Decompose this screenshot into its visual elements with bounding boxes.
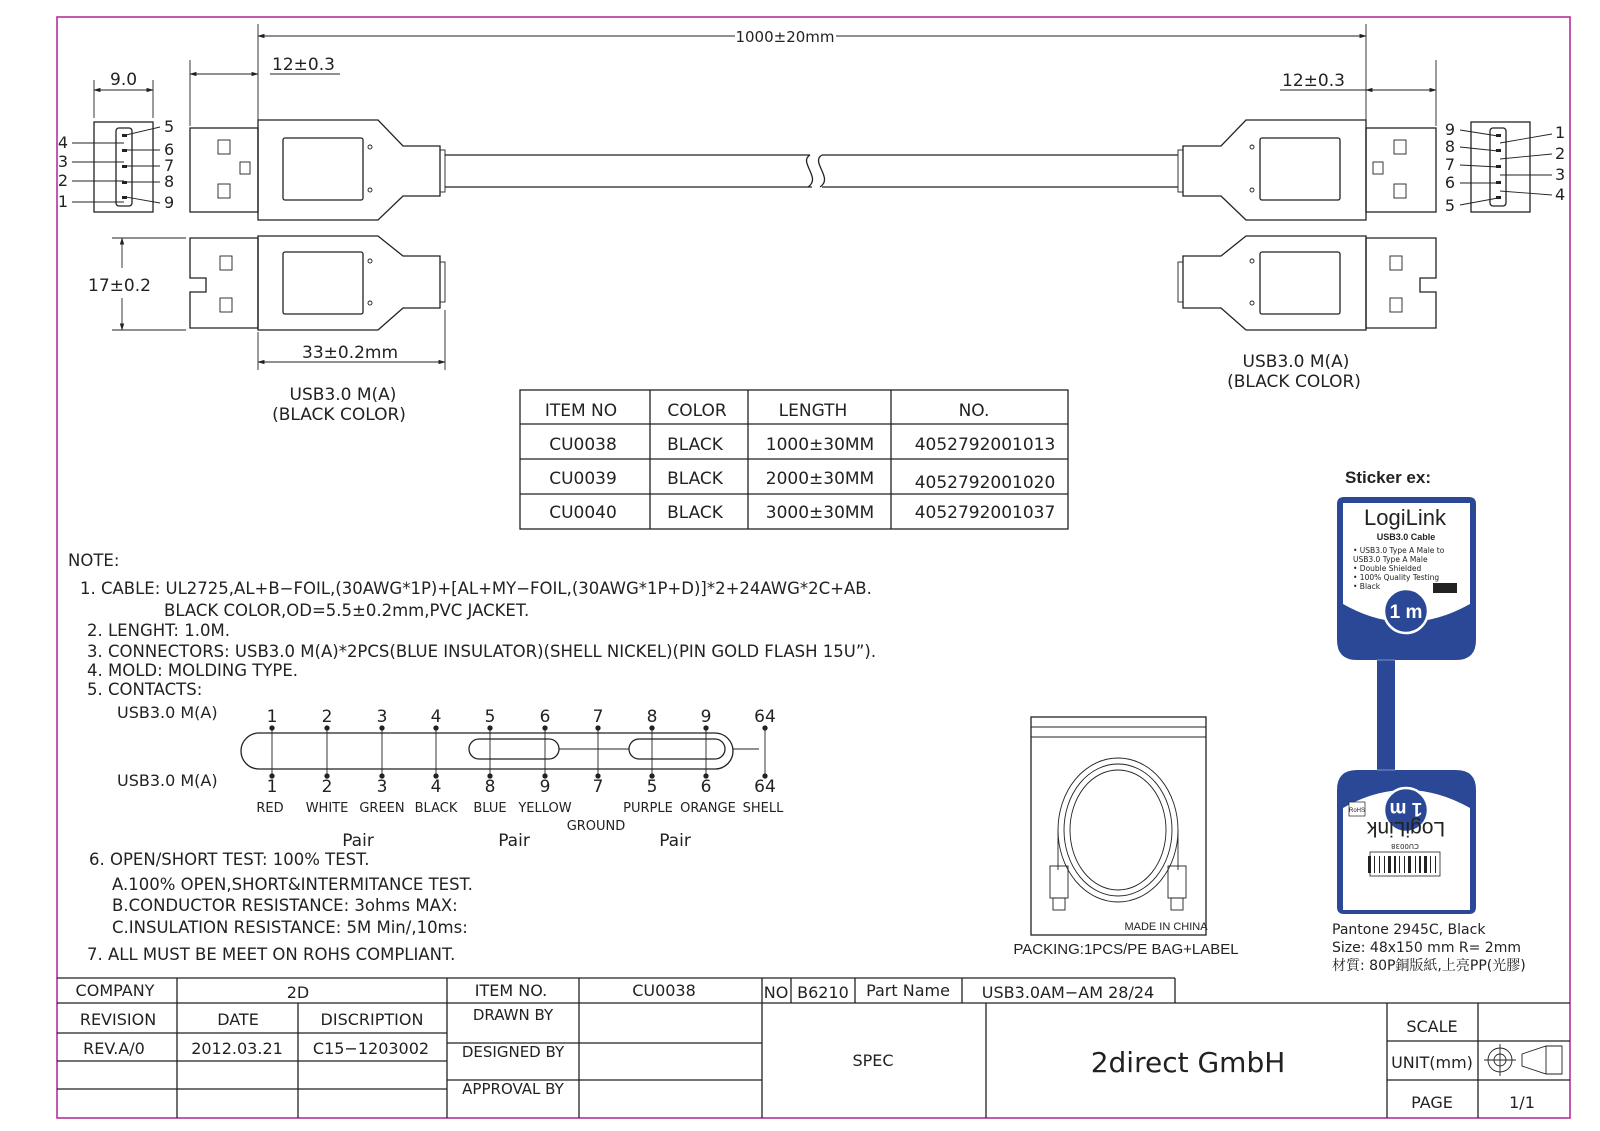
barcode-text: CU0038: [1391, 842, 1419, 850]
barcode-bar: [1424, 856, 1427, 873]
connector-right-color: (BLACK COLOR): [1227, 372, 1361, 392]
sticker-bullet: • 100% Quality Testing: [1353, 573, 1440, 582]
wire-color: BLACK: [414, 801, 458, 816]
barcode-bar: [1408, 856, 1411, 873]
wire-color: ORANGE: [680, 801, 736, 816]
contact-pin-top: 64: [754, 707, 776, 727]
contact-pin-bottom: 8: [484, 777, 496, 797]
contact-pin-bottom: 5: [646, 777, 658, 797]
ground-label: GROUND: [566, 819, 626, 834]
firm-name: 2direct GmbH: [1090, 1046, 1286, 1079]
contact-pin-bottom: 9: [539, 777, 551, 797]
wire-color: SHELL: [742, 801, 784, 816]
table-cell: 4052792001013: [914, 435, 1056, 455]
pin-label: 4: [1555, 185, 1566, 204]
barcode-bar: [1379, 856, 1380, 873]
part-name-label: Part Name: [866, 981, 950, 1000]
table-cell: CU0038: [549, 435, 617, 455]
contact-pin-top: 4: [430, 707, 442, 727]
notes-heading: NOTE:: [68, 551, 120, 570]
pin-label: 7: [1444, 155, 1455, 174]
wire-color: GREEN: [359, 801, 405, 816]
note-6b: B.CONDUCTOR RESISTANCE: 3ohms MAX:: [112, 896, 458, 915]
sticker-brand-inverted: LogiLink: [1366, 817, 1446, 840]
contact-pin-bottom: 2: [321, 777, 333, 797]
projection-symbol-icon: [1484, 1044, 1562, 1076]
scale-label: SCALE: [1406, 1017, 1458, 1036]
overmold-dim: 33±0.2mm: [302, 343, 399, 363]
wire-color: BLUE: [473, 801, 507, 816]
right-plug-side: [1178, 236, 1436, 392]
right-plug-top: [1178, 60, 1436, 220]
barcode-bar: [1384, 856, 1385, 873]
contact-pin-top: 3: [376, 707, 388, 727]
table-header: ITEM NO: [544, 401, 618, 421]
pin-label: 8: [164, 172, 175, 191]
note-1: 1. CABLE: UL2725,AL+B−FOIL,(30AWG*1P)+[AL+MY−FOIL,(30AWG*1P+D)]*2+24AWG*2C+AB.: [80, 579, 872, 598]
sticker-bullet: • USB3.0 Type A Male to: [1353, 546, 1445, 555]
spec-label: SPEC: [852, 1051, 894, 1070]
revision-label: REVISION: [79, 1010, 157, 1029]
wire-color: RED: [256, 801, 284, 816]
sticker-example: [1332, 468, 1526, 974]
width-dim: 9.0: [110, 70, 138, 90]
designed-by-label: DESIGNED BY: [461, 1044, 565, 1061]
barcode-bar: [1430, 856, 1431, 873]
table-cell: 1000±30MM: [765, 435, 875, 455]
sticker-spec: Size: 48x150 mm R= 2mm: [1332, 940, 1521, 956]
note-6: 6. OPEN/SHORT TEST: 100% TEST.: [89, 850, 370, 869]
length-dimension: [258, 24, 1366, 120]
barcode-bar: [1404, 856, 1405, 873]
contact-pin-top: 7: [592, 707, 604, 727]
total-length-label: 1000±20mm: [735, 28, 835, 46]
part-name-value: USB3.0AM−AM 28/24: [981, 983, 1155, 1002]
table-cell: BLACK: [667, 469, 723, 489]
sticker-spec: Pantone 2945C, Black: [1332, 922, 1486, 938]
note-1b: BLACK COLOR,OD=5.5±0.2mm,PVC JACKET.: [164, 601, 530, 620]
item-no-label: ITEM NO.: [474, 981, 548, 1000]
pin-label: 9: [1444, 120, 1455, 139]
description-label: DISCRIPTION: [320, 1010, 424, 1029]
barcode-bar: [1399, 856, 1400, 873]
page-label: PAGE: [1411, 1093, 1453, 1112]
length-badge-inverted-text: 1 m: [1389, 798, 1423, 819]
barcode-bar: [1435, 856, 1436, 873]
item-table: [520, 390, 1068, 529]
table-header: COLOR: [667, 401, 727, 421]
table-cell: 4052792001020: [914, 473, 1056, 493]
page-value: 1/1: [1509, 1093, 1535, 1112]
contacts-bottom-label: USB3.0 M(A): [117, 771, 218, 790]
left-plug-top: [190, 55, 445, 220]
wire-color: PURPLE: [623, 801, 673, 816]
contact-pin-top: 1: [266, 707, 278, 727]
contact-pin-bottom: 1: [266, 777, 278, 797]
pin-label: 5: [1444, 196, 1455, 215]
barcode-bar: [1368, 856, 1371, 873]
barcode-bar: [1374, 856, 1375, 873]
connector-right-type: USB3.0 M(A): [1242, 352, 1350, 372]
pin-label: 2: [57, 171, 68, 190]
table-cell: BLACK: [667, 503, 723, 523]
pair-label: Pair: [659, 831, 691, 851]
packing-caption: PACKING:1PCS/PE BAG+LABEL: [1013, 941, 1239, 958]
sticker-bullet: USB3.0 Type A Male: [1353, 555, 1428, 564]
description-value: C15−1203002: [312, 1039, 430, 1058]
contact-pin-bottom: 6: [700, 777, 712, 797]
pin-label: 6: [164, 140, 175, 159]
barcode-bar: [1394, 856, 1396, 873]
title-block: [57, 978, 1570, 1118]
bag-print: MADE IN CHINA: [1124, 921, 1208, 933]
barcode-bar: [1415, 856, 1416, 873]
wire-color: YELLOW: [518, 801, 572, 816]
note-4: 4. MOLD: MOLDING TYPE.: [87, 661, 299, 680]
unit-label: UNIT(mm): [1391, 1053, 1473, 1072]
item-no-value: CU0038: [632, 981, 696, 1000]
pin-label: 8: [1444, 137, 1455, 156]
revision-value: REV.A/0: [83, 1039, 145, 1058]
connector-left-type: USB3.0 M(A): [289, 385, 397, 405]
pin-label: 7: [164, 156, 175, 175]
connector-left-color: (BLACK COLOR): [272, 405, 406, 425]
sticker-brand: LogiLink: [1364, 505, 1446, 530]
wire-color: WHITE: [305, 801, 349, 816]
left-plug-side: [88, 236, 445, 425]
note-7: 7. ALL MUST BE MEET ON ROHS COMPLIANT.: [87, 945, 456, 964]
table-header: NO.: [958, 401, 990, 421]
date-value: 2012.03.21: [191, 1039, 283, 1058]
pin-label: 5: [164, 117, 175, 136]
table-cell: CU0039: [549, 469, 617, 489]
sticker-bullet: • Black: [1353, 582, 1381, 591]
sticker-heading: Sticker ex:: [1345, 468, 1431, 487]
table-cell: 3000±30MM: [765, 503, 875, 523]
approval-by-label: APPROVAL BY: [462, 1081, 564, 1098]
sticker-spec: 材質: 80P銅版紙,上亮PP(光膠): [1332, 958, 1526, 974]
table-cell: CU0040: [549, 503, 617, 523]
pin-label: 3: [57, 152, 68, 171]
cable: [445, 155, 1178, 187]
company-value: 2D: [286, 983, 310, 1002]
contact-pin-top: 5: [484, 707, 496, 727]
contact-pin-bottom: 4: [430, 777, 442, 797]
left-pin-face: [58, 70, 174, 212]
contact-pin-top: 8: [646, 707, 658, 727]
no-value: B6210: [797, 983, 849, 1002]
table-header: LENGTH: [778, 401, 848, 421]
contact-pin-bottom: 3: [376, 777, 388, 797]
pin-label: 9: [164, 193, 175, 212]
plug-length-right: 12±0.3: [1282, 71, 1345, 91]
contact-pin-top: 2: [321, 707, 333, 727]
date-label: DATE: [217, 1010, 259, 1029]
note-3: 3. CONNECTORS: USB3.0 M(A)*2PCS(BLUE INSULATOR)(SHELL NICKEL)(PIN GOLD FLASH 15U”).: [87, 642, 877, 661]
table-cell: BLACK: [667, 435, 723, 455]
note-2: 2. LENGHT: 1.0M.: [87, 621, 230, 640]
contacts-top-label: USB3.0 M(A): [117, 703, 218, 722]
pair-label: Pair: [342, 831, 374, 851]
contact-pin-top: 9: [700, 707, 712, 727]
contact-pin-bottom: 64: [754, 777, 776, 797]
length-badge-text: 1 m: [1389, 602, 1423, 623]
table-cell: 4052792001037: [914, 503, 1056, 523]
notes: [68, 551, 876, 964]
barcode-bar: [1388, 856, 1391, 873]
pin-label: 1: [1555, 123, 1566, 142]
pin-label: 4: [57, 133, 68, 152]
note-5: 5. CONTACTS:: [87, 680, 203, 699]
rohs-mark: RoHS: [1348, 808, 1366, 814]
pair-label: Pair: [498, 831, 530, 851]
height-dim: 17±0.2: [88, 276, 151, 296]
no-label: NO: [763, 983, 789, 1002]
company-label: COMPANY: [75, 981, 155, 1000]
pin-label: 2: [1555, 144, 1566, 163]
packing-bag: [1013, 717, 1238, 958]
table-cell: 2000±30MM: [765, 469, 875, 489]
plug-length-left: 12±0.3: [272, 55, 335, 75]
drawn-by-label: DRAWN BY: [472, 1006, 554, 1024]
sticker-product: USB3.0 Cable: [1376, 532, 1436, 542]
note-6c: C.INSULATION RESISTANCE: 5M Min/,10ms:: [112, 918, 468, 937]
right-pin-face: [1445, 120, 1565, 215]
pin-label: 6: [1444, 173, 1455, 192]
contacts-diagram: [117, 703, 784, 851]
contact-pin-bottom: 7: [592, 777, 604, 797]
pin-label: 3: [1555, 165, 1566, 184]
sticker-bullet: • Double Shielded: [1353, 564, 1422, 573]
contact-pin-top: 6: [539, 707, 551, 727]
pin-label: 1: [57, 192, 68, 211]
barcode-bar: [1419, 856, 1421, 873]
note-6a: A.100% OPEN,SHORT&INTERMITANCE TEST.: [112, 875, 473, 894]
